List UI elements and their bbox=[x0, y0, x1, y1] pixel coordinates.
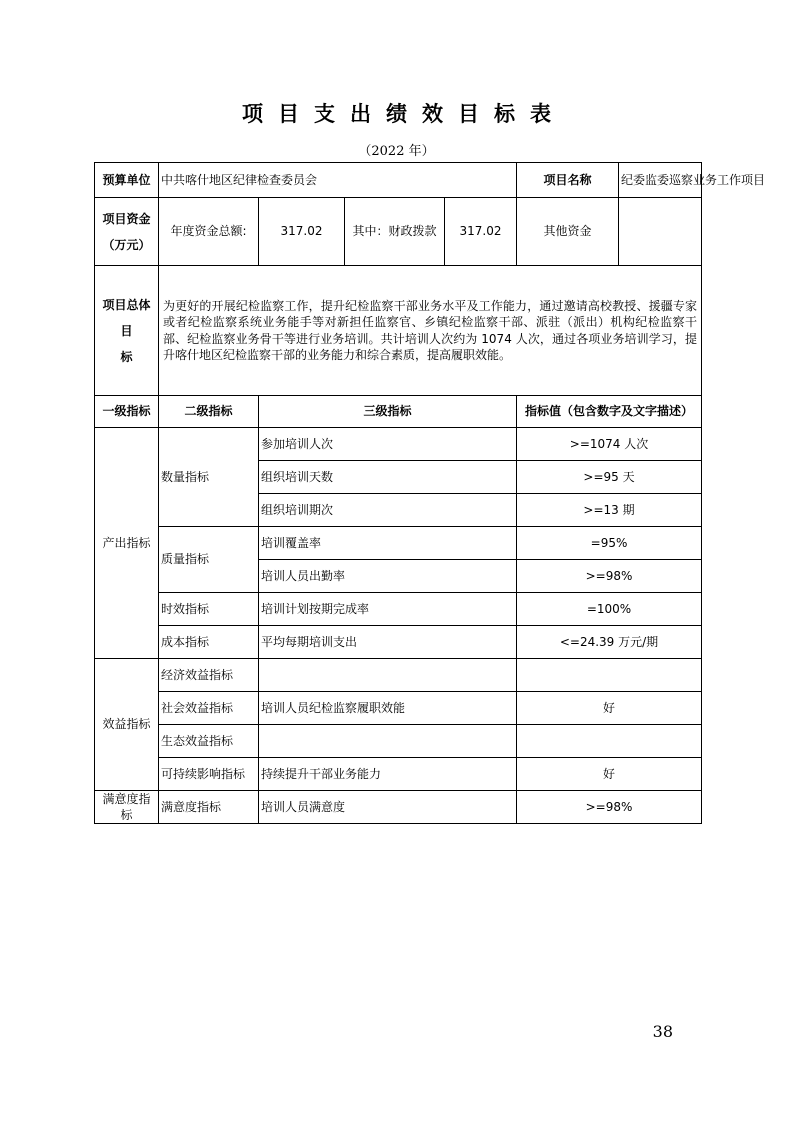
performance-table bbox=[94, 162, 766, 824]
level3-cell: 组织培训天数 bbox=[259, 461, 517, 494]
value-cell: >=98% bbox=[517, 791, 702, 824]
value-cell: >=98% bbox=[517, 560, 702, 593]
funds-label-line1: 项目资金 bbox=[102, 211, 151, 226]
level3-cell: 培训人员满意度 bbox=[259, 791, 517, 824]
level3-cell bbox=[259, 659, 517, 692]
level3-cell: 参加培训人次 bbox=[259, 428, 517, 461]
other-funds-value bbox=[619, 198, 702, 266]
level3-cell: 培训人员出勤率 bbox=[259, 560, 517, 593]
table-row bbox=[95, 725, 702, 758]
group-cost: 成本指标 bbox=[159, 626, 259, 659]
group-quality: 质量指标 bbox=[159, 527, 259, 593]
header-row bbox=[95, 163, 702, 198]
project-name-value: 纪委监委巡察业务工作项目 bbox=[619, 163, 702, 198]
level3-cell: 培训计划按期完成率 bbox=[259, 593, 517, 626]
table-row bbox=[95, 626, 702, 659]
value-cell: =100% bbox=[517, 593, 702, 626]
goal-label-line1: 项目总体目 bbox=[102, 297, 151, 338]
year-label: （2022 年） bbox=[358, 144, 435, 159]
col-level2: 二级指标 bbox=[159, 396, 259, 428]
value-cell: 好 bbox=[517, 758, 702, 791]
budget-unit-label: 预算单位 bbox=[95, 163, 159, 198]
group-timeliness: 时效指标 bbox=[159, 593, 259, 626]
project-name-label: 项目名称 bbox=[517, 163, 619, 198]
group-benefit: 效益指标 bbox=[95, 659, 159, 791]
group-ecological: 生态效益指标 bbox=[159, 725, 259, 758]
table-row bbox=[95, 758, 702, 791]
group-social: 社会效益指标 bbox=[159, 692, 259, 725]
group-satisfaction-level2: 满意度指标 bbox=[159, 791, 259, 824]
group-output: 产出指标 bbox=[95, 428, 159, 659]
col-level1: 一级指标 bbox=[95, 396, 159, 428]
goal-label bbox=[95, 266, 159, 396]
group-economic: 经济效益指标 bbox=[159, 659, 259, 692]
table-row bbox=[95, 659, 702, 692]
level3-cell: 组织培训期次 bbox=[259, 494, 517, 527]
value-cell: <=24.39 万元/期 bbox=[517, 626, 702, 659]
annual-total-label: 年度资金总额: bbox=[159, 198, 259, 266]
column-header-row bbox=[95, 396, 702, 428]
value-cell bbox=[517, 659, 702, 692]
table-row bbox=[95, 593, 702, 626]
col-value: 指标值（包含数字及文字描述） bbox=[517, 396, 702, 428]
goal-text: 为更好的开展纪检监察工作，提升纪检监察干部业务水平及工作能力，通过邀请高校教授、援疆专家或者纪检监察系统业务能手等对新担任监察官、乡镇纪检监察干部、派驻（派出）机构纪检监察干部、纪检监察业务骨干等进行业务培训。共计培训人次约为 1074 人次，通过各项业务培训学习，提升喀什地区纪检监察干部的业务能力和综合素质，提高履职效能。 bbox=[159, 266, 702, 396]
fiscal-value: 317.02 bbox=[445, 198, 517, 266]
level3-cell: 平均每期培训支出 bbox=[259, 626, 517, 659]
page-number: 38 bbox=[652, 1022, 673, 1041]
funds-label-line2: （万元） bbox=[102, 237, 151, 252]
budget-unit-value: 中共喀什地区纪律检查委员会 bbox=[159, 163, 517, 198]
value-cell: =95% bbox=[517, 527, 702, 560]
fiscal-label: 其中：财政拨款 bbox=[345, 198, 445, 266]
group-quantity: 数量指标 bbox=[159, 428, 259, 527]
value-cell: >=95 天 bbox=[517, 461, 702, 494]
table-row bbox=[95, 791, 702, 824]
level3-cell bbox=[259, 725, 517, 758]
table-row bbox=[95, 692, 702, 725]
table-row bbox=[95, 527, 702, 560]
funds-row bbox=[95, 198, 702, 266]
other-funds-label: 其他资金 bbox=[517, 198, 619, 266]
value-cell bbox=[517, 725, 702, 758]
page-title: 项目支出绩效目标表 bbox=[242, 102, 566, 126]
value-cell: >=13 期 bbox=[517, 494, 702, 527]
level3-cell: 持续提升干部业务能力 bbox=[259, 758, 517, 791]
goal-row bbox=[95, 266, 702, 396]
level3-cell: 培训覆盖率 bbox=[259, 527, 517, 560]
group-sustainable: 可持续影响指标 bbox=[159, 758, 259, 791]
value-cell: 好 bbox=[517, 692, 702, 725]
funds-label bbox=[95, 198, 159, 266]
table-row bbox=[95, 428, 702, 461]
annual-total-value: 317.02 bbox=[259, 198, 345, 266]
value-cell: >=1074 人次 bbox=[517, 428, 702, 461]
level3-cell: 培训人员纪检监察履职效能 bbox=[259, 692, 517, 725]
col-level3: 三级指标 bbox=[259, 396, 517, 428]
group-satisfaction-level1: 满意度指标 bbox=[95, 791, 159, 824]
goal-label-line2: 标 bbox=[120, 349, 133, 364]
